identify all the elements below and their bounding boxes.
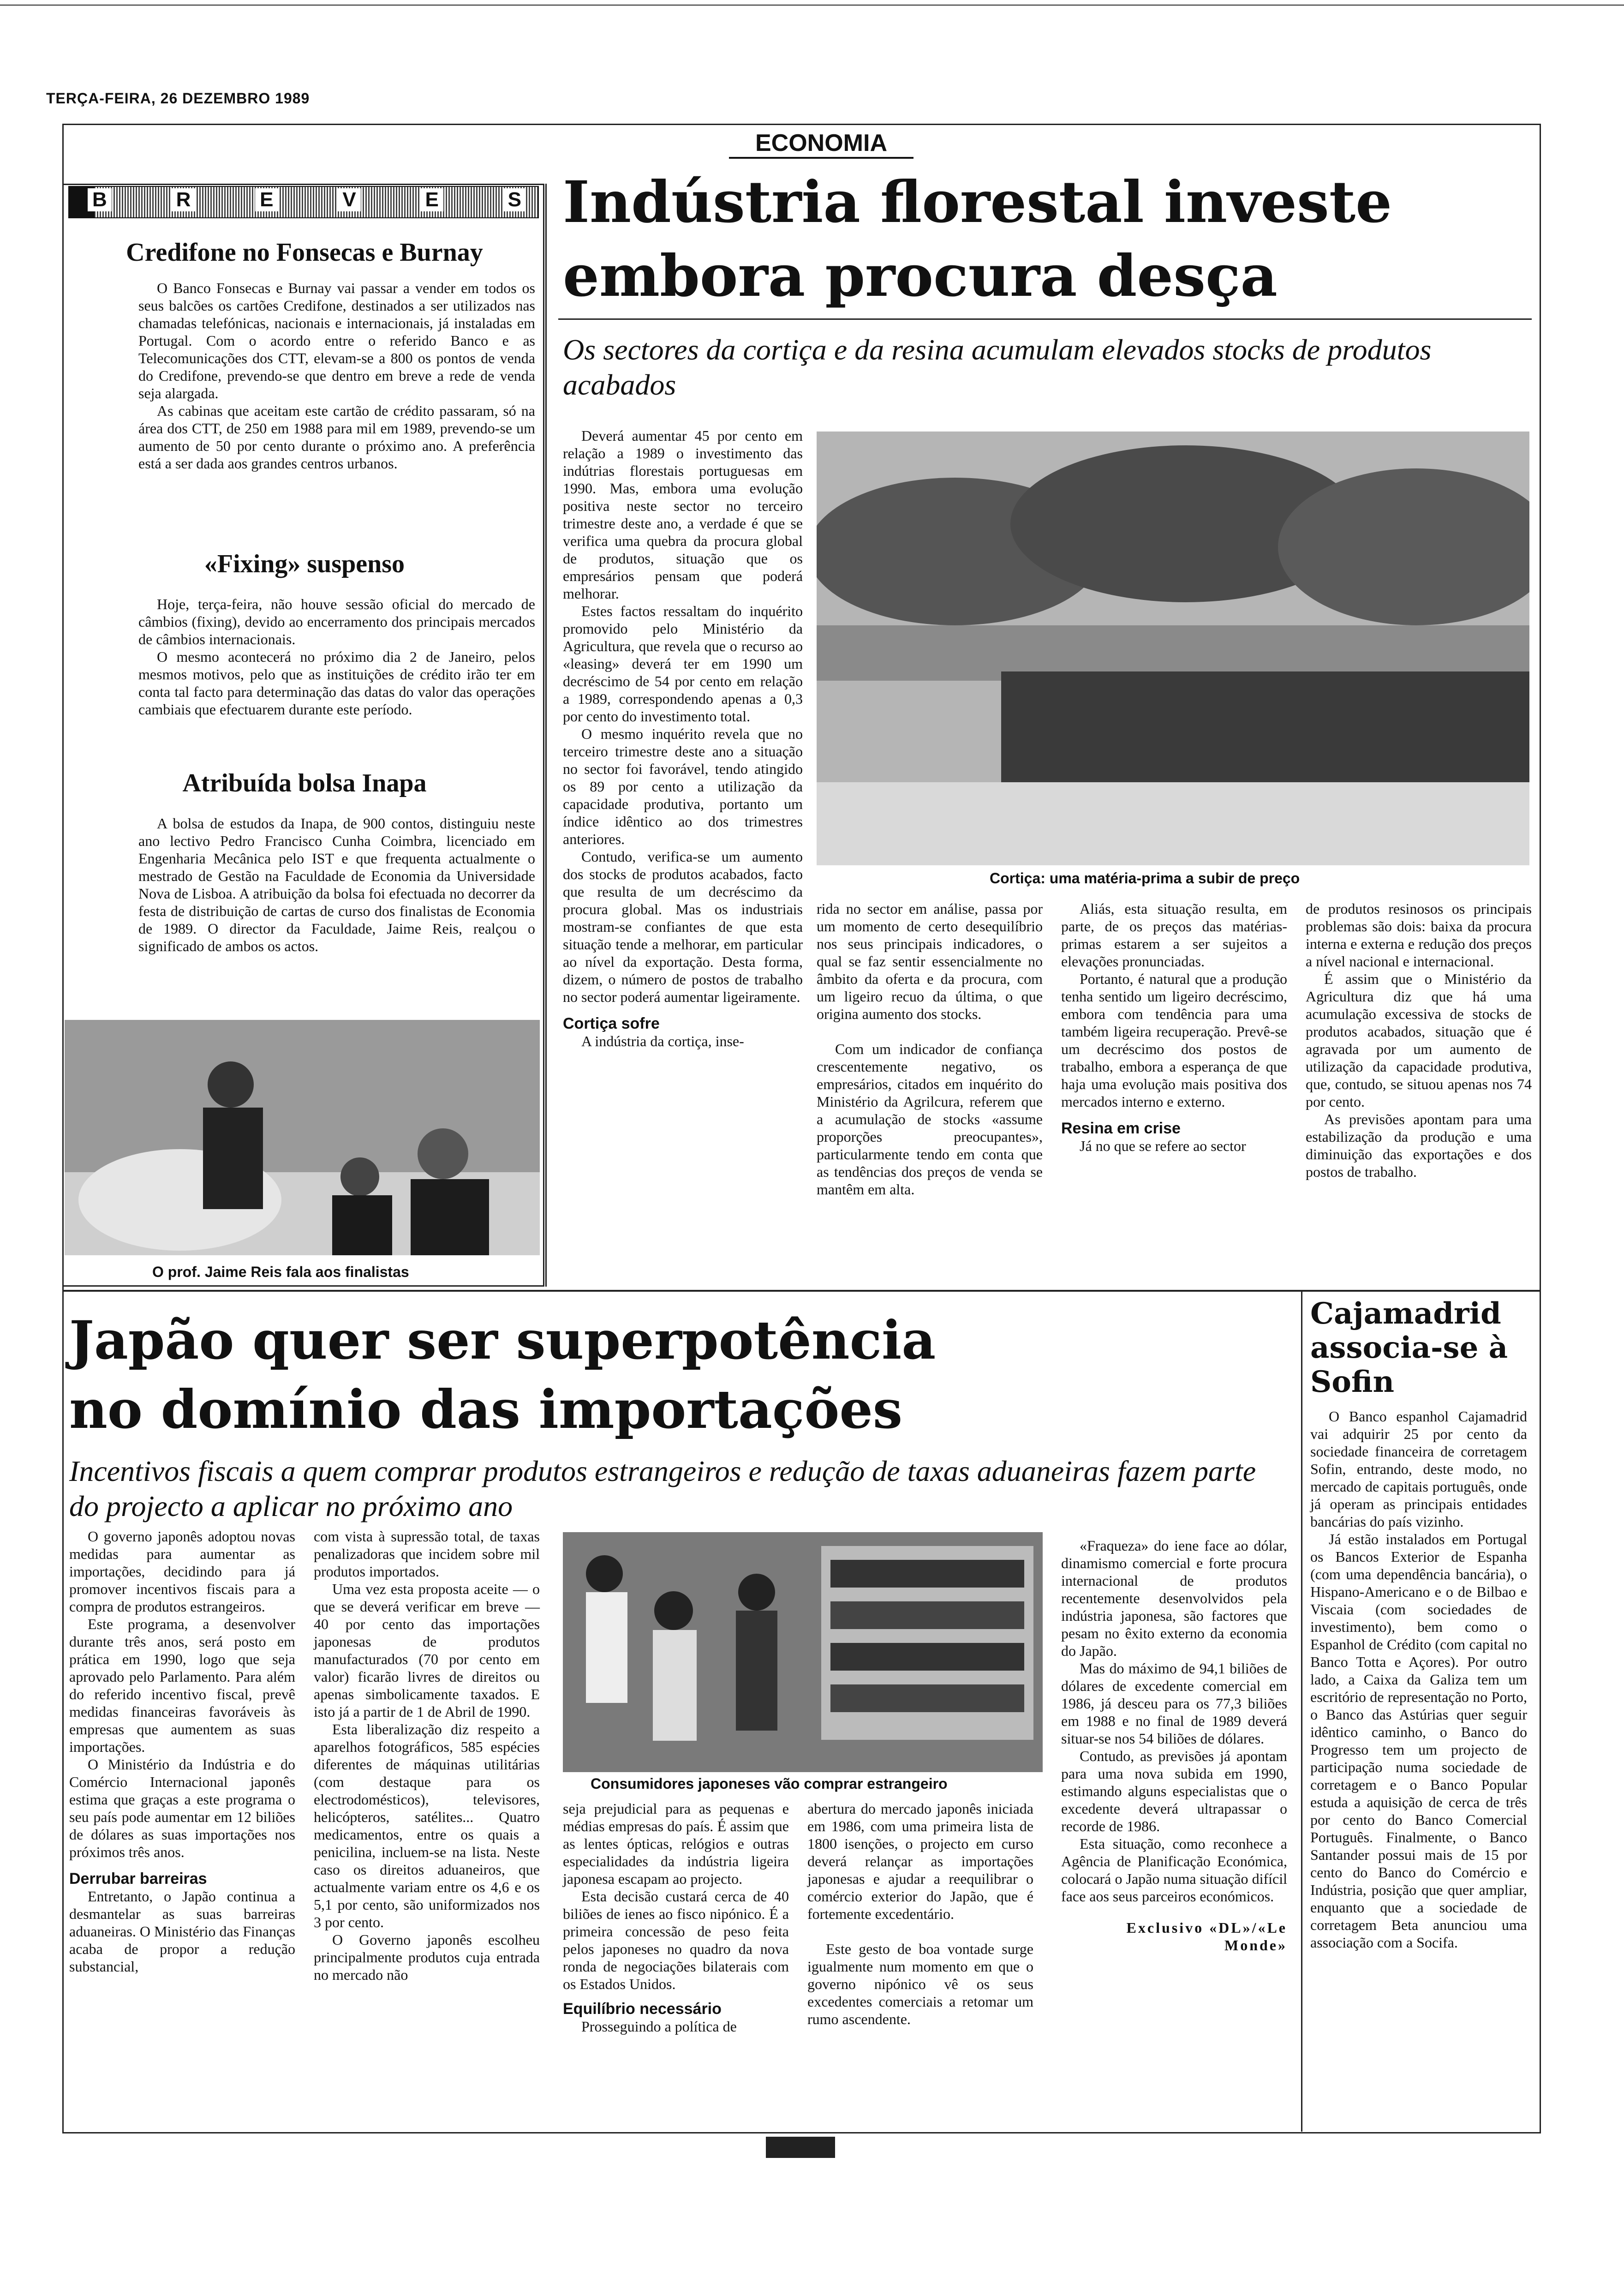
paragraph: Prosseguindo a política de [581, 2018, 737, 2035]
section-divider [62, 1290, 1541, 1292]
paragraph: Contudo, verifica-se um aumento dos stocks de produtos acabados, facto que resulta de um decréscimo da procura global. Mas os industriais mostram-se confiantes de que esta situação tende a melhorar, em particular ao nível da exportação. Desta forma, dizem, o número de postos de trabalho no sector poderá aumentar ligeiramente. [563, 848, 803, 1005]
paragraph: Este programa, a desenvolver durante três anos, será posto em prática em 1990, logo que seja aprovado pelo Parlamento. Para além do referido incentivo fiscal, prevê medidas financeiras favoráveis às empresas que aumentem as suas importações. [69, 1616, 295, 1755]
paragraph: O Banco Fonsecas e Burnay vai passar a vender em todos os seus balcões os cartões Credifone, destinados a ser utilizados nas chamadas telefónicas, nacionais e internacionais, já instaladas em Portugal. Com o acordo entre o referido Banco e as Telecomunicações dos CTT, elevam-se a 800 os pontos de venda do Credifone, prevendo-se que dentro em breve a rede de venda seja alargada. [138, 280, 535, 401]
paragraph: rida no sector em análise, passa por um momento de certo desequilíbrio nos seus principais indicadores, o qual se faz sentir essencialmente no âmbito da oferta e da procura, com um ligeiro recuo da última, o que origina aumento dos stocks. [817, 900, 1043, 1022]
paragraph: Este gesto de boa vontade surge igualmente num momento em que o governo nipónico vê os seus excedentes comerciais a retomar um rumo ascendente. [807, 1941, 1033, 2027]
paragraph: O governo japonês adoptou novas medidas para aumentar as importações, decidindo para já promover incentivos fiscais para a compra de produtos estrangeiros. [69, 1528, 295, 1615]
lead-column-4 [1306, 900, 1532, 1180]
cork-photo [817, 431, 1529, 865]
consumers-photo [563, 1532, 1043, 1772]
finalists-photo [65, 1020, 540, 1255]
lead-column-3 [1061, 900, 1287, 1155]
paragraph: Uma vez esta proposta aceite — o que se deverá verificar em breve — 40 por cento das importações japonesas de produtos manufacturados (70 por cento em valor) ficarão livres de direitos ou apenas simbolicamente taxados. E isto já a partir de 1 de Abril de 1990. [314, 1581, 540, 1720]
japan-col3-subhead: Equilíbrio necessário [563, 2000, 722, 2018]
breves-item-title: «Fixing» suspenso [204, 550, 405, 578]
lead-rule [558, 318, 1532, 320]
finalists-photo-illustration [65, 1020, 540, 1255]
paragraph: O Governo japonês escolheu principalmente produtos cuja entrada no mercado não [314, 1931, 540, 1983]
paragraph: Entretanto, o Japão continua a desmantelar as suas barreiras aduaneiras. O Ministério das Finanças acaba de propor a redução substancial, [69, 1888, 295, 1975]
japan-col1-subhead: Derrubar barreiras [69, 1870, 207, 1888]
breves-letter: E [255, 188, 278, 211]
paragraph: O Ministério da Indústria e do Comércio Internacional japonês estima que graças a este programa o seu país pode aumentar em 12 biliões de dólares as suas importações nos próximos três anos. [69, 1756, 295, 1860]
consumers-photo-illustration [563, 1532, 1043, 1772]
japan-column-1 [69, 1528, 295, 1975]
lead-column-1 [563, 427, 803, 1050]
paragraph: O Banco espanhol Cajamadrid vai adquirir 25 por cento da sociedade financeira de corretagem Sofin, entrando, deste modo, no mercado de capitais português, onde já operam as principais entidades bancárias do país vizinho. [1310, 1408, 1527, 1530]
paragraph: Com um indicador de confiança crescentemente negativo, os empresários, citados em inquérito do Ministério da Agrilcura, referem que a acumulação de stocks «assume proporções preocupantes», particularmente tendo em conta que as tendências dos preços de venda se mantêm em alta. [817, 1041, 1043, 1198]
paragraph: A indústria da cortiça, inse- [581, 1033, 744, 1049]
paragraph: Aliás, esta situação resulta, em parte, de os preços das matérias-primas estarem a ser sujeitos a elevações pronunciadas. [1061, 900, 1287, 970]
cork-photo-caption: Cortiça: uma matéria-prima a subir de preço [990, 870, 1300, 887]
japan-column-2 [314, 1528, 540, 1983]
cajamadrid-body [1310, 1408, 1527, 1951]
paragraph: com vista à supressão total, de taxas penalizadoras que incidem sobre mil produtos importados. [314, 1528, 540, 1580]
lead-headline-line1: Indústria florestal investe [563, 169, 1392, 236]
lead-subhead: Os sectores da cortiça e da resina acumulam elevados stocks de produtos acabados [563, 333, 1432, 401]
breves-item-body [138, 815, 535, 955]
japan-subhead: Incentivos fiscais a quem comprar produtos estrangeiros e redução de taxas aduaneiras fazem parte do projecto a aplicar no próximo ano [69, 1455, 1256, 1522]
lead-column-2 [817, 900, 1043, 1198]
paragraph: É assim que o Ministério da Agricultura diz que há uma acumulação excessiva de stocks de produtos acabados, situação que é agravada por um aumento de utilização da capacidade produtiva, que, contudo, se situou apenas nos 74 por cento. [1306, 971, 1532, 1110]
cajamadrid-headline: Cajamadrid associa-se à Sofin [1310, 1296, 1508, 1399]
paragraph: Hoje, terça-feira, não houve sessão oficial do mercado de câmbios (fixing), devido ao encerramento dos principais mercados de câmbios internacionais. [138, 596, 535, 647]
paragraph: Mas do máximo de 94,1 biliões de dólares de excedente comercial em 1986, já desceu para os 77,3 biliões em 1988 e no final de 1989 deverá situar-se nos 54 biliões de dólares. [1061, 1660, 1287, 1747]
japan-column-3 [563, 1800, 789, 2035]
section-label: ECONOMIA [729, 129, 914, 159]
paragraph: As cabinas que aceitam este cartão de crédito passaram, só na área dos CTT, de 250 em 1988 para mil em 1989, prevendo-se um aumento de 50 por cento durante o próximo ano. A preferência está a ser dada aos grandes centros urbanos. [138, 402, 535, 472]
breves-letter: E [420, 188, 443, 211]
breves-letter: R [172, 188, 196, 211]
paragraph: seja prejudicial para as pequenas e médias empresas do país. É assim que as lentes ópticas, relógios e outras especialidades da indústria ligeira japonesa escapam ao projecto. [563, 1800, 789, 1887]
finalists-photo-caption: O prof. Jaime Reis fala aos finalistas [152, 1264, 409, 1280]
paragraph: Esta situação, como reconhece a Agência de Planificação Económica, colocará o Japão numa situação difícil face aos seus parceiros económicos. [1061, 1835, 1287, 1905]
paragraph: Esta decisão custará cerca de 40 biliões de ienes ao fisco nipónico. É a primeira concessão de peso feita pelos japoneses no quadro da nova ronda de negociações bilaterais com os Estados Unidos. [563, 1888, 789, 1992]
paragraph: Deverá aumentar 45 por cento em relação a 1989 o investimento das indútrias florestais portuguesas em 1990. Mas, embora uma evolução positiva neste sector no terceiro trimestre deste ano, a verdade é que se verifica uma quebra da procura global de produtos, situação que os empresários pensam que poderá melhorar. [563, 427, 803, 602]
japan-headline-line2: no domínio das importações [69, 1378, 903, 1440]
paragraph: «Fraqueza» do iene face ao dólar, dinamismo comercial e forte procura internacional de produtos recentemente desenvolvidos pela indústria japonesa, são factores que pesam no êxito externo da economia do Japão. [1061, 1537, 1287, 1659]
breves-item-title: Credifone no Fonsecas e Burnay [126, 238, 483, 267]
japan-headline-line1: Japão quer ser superpotência [69, 1309, 936, 1371]
paragraph: Já estão instalados em Portugal os Bancos Exterior de Espanha (com uma dependência bancária), o Hispano-Americano e o de Bilbao e Viscaia (com sociedades de investimento), bem como o Espanhol de Crédito (com capital no Banco Totta e Açores). Por outro lado, a Caixa da Galiza tem um escritório de representação no Porto, o Banco das Astúrias quer seguir idêntico caminho, o Banco do Progresso tem um projecto de participação numa sociedade de corretagem e o Banco Popular estuda a aquisição de cerca de três por cento do Banco Comercial Português. Finalmente, o Banco Santander possui mais de 15 por cento do Banco do Comércio e Indústria, posição que quer ampliar, enquanto que a sociedade de corretagem Beta anunciou uma associação com a Socifa. [1310, 1531, 1527, 1951]
column-divider [545, 184, 547, 1287]
breves-item-body [138, 595, 535, 718]
lead-col3-subhead: Resina em crise [1061, 1120, 1181, 1137]
paragraph: A bolsa de estudos da Inapa, de 900 contos, distinguiu neste ano lectivo Pedro Francisco Cunha Coimbra, licenciado em Engenharia Mecânica pelo IST e que frequenta actualmente o mestrado de Gestão na Faculdade de Economia da Universidade Nova de Lisboa. A atribuição da bolsa foi efectuada no decorrer da festa de distribuição de cartas de curso dos finalistas de Economia de 1989. O director da Faculdade, Jaime Reis, realçou o significado de ambos os actos. [138, 815, 535, 954]
lead-col1-subhead: Cortiça sofre [563, 1015, 660, 1032]
cork-photo-illustration [817, 431, 1529, 865]
page-number-mark [766, 2137, 835, 2158]
breves-letter: V [338, 188, 360, 211]
paragraph: Estes factos ressaltam do inquérito promovido pelo Ministério da Agricultura, que revela que o recurso ao «leasing» deverá ter em 1990 um decréscimo de 54 por cento em relação a 1989, correspondendo apenas a 0,3 por cento do investimento total. [563, 603, 803, 725]
lead-headline-line2: embora procura desça [563, 243, 1278, 310]
breves-letter: B [88, 188, 112, 211]
column-divider [1301, 1292, 1302, 2132]
breves-item-body [138, 279, 535, 472]
date-line: TERÇA-FEIRA, 26 DEZEMBRO 1989 [46, 90, 310, 107]
japan-credit: Exclusivo «DL»/«Le Monde» [1126, 1919, 1287, 1953]
paragraph: As previsões apontam para uma estabilização da produção e uma diminuição das exportações e dos postos de trabalho. [1306, 1111, 1532, 1180]
paragraph: O mesmo inquérito revela que no terceiro trimestre deste ano a situação no sector foi favorável, tendo atingido os 89 por cento a utilização da capacidade produtiva, portanto um índice idêntico ao dos trimestres anteriores. [563, 725, 803, 847]
consumers-photo-caption: Consumidores japoneses vão comprar estrangeiro [591, 1775, 948, 1792]
paragraph: Contudo, as previsões já apontam para uma nova subida em 1990, estimando alguns especialistas que o excedente deverá ultrapassar o recorde de 1986. [1061, 1748, 1287, 1834]
paragraph: Já no que se refere ao sector [1080, 1138, 1246, 1154]
breves-item-title: Atribuída bolsa Inapa [182, 769, 427, 797]
paragraph: de produtos resinosos os principais problemas são dois: baixa da procura interna e externa e redução dos preços a nível nacional e internacional. [1306, 900, 1532, 970]
japan-column-4 [807, 1800, 1033, 2028]
top-rule [0, 5, 1624, 6]
paragraph: Esta liberalização diz respeito a aparelhos fotográficos, 585 espécies diferentes de máquinas utilitárias (com destaque para os electrodomésticos), televisores, helicópteros, satélites... Quatro medicamentos, entre os quais a penicilina, incluem-se na lista. Neste caso os direitos aduaneiros, que actualmente variam entre os 4,6 e os 5,1 por cento, são uniformizados nos 3 por cento. [314, 1721, 540, 1930]
paragraph: Portanto, é natural que a produção tenha sentido um ligeiro decréscimo, embora com tendência para uma também ligeira recuperação. Prevê-se um decréscimo dos postos de trabalho, embora a esperança de que haja uma evolução mais positiva dos mercados interno e externo. [1061, 971, 1287, 1110]
paragraph: abertura do mercado japonês iniciada em 1986, com uma primeira lista de 1800 isenções, o projecto em curso deverá relançar as importações japonesas e ajudar a reequilibrar o comércio exterior do Japão, que é fortemente excedentário. [807, 1800, 1033, 1922]
paragraph: O mesmo acontecerá no próximo dia 2 de Janeiro, pelos mesmos motivos, pelo que as instituições de crédito irão ter em conta tal facto para determinação das datas do valor das operações cambiais que efectuarem durante este período. [138, 648, 535, 718]
breves-label [88, 188, 526, 211]
breves-letter: S [503, 188, 526, 211]
japan-column-5 [1061, 1537, 1287, 1954]
